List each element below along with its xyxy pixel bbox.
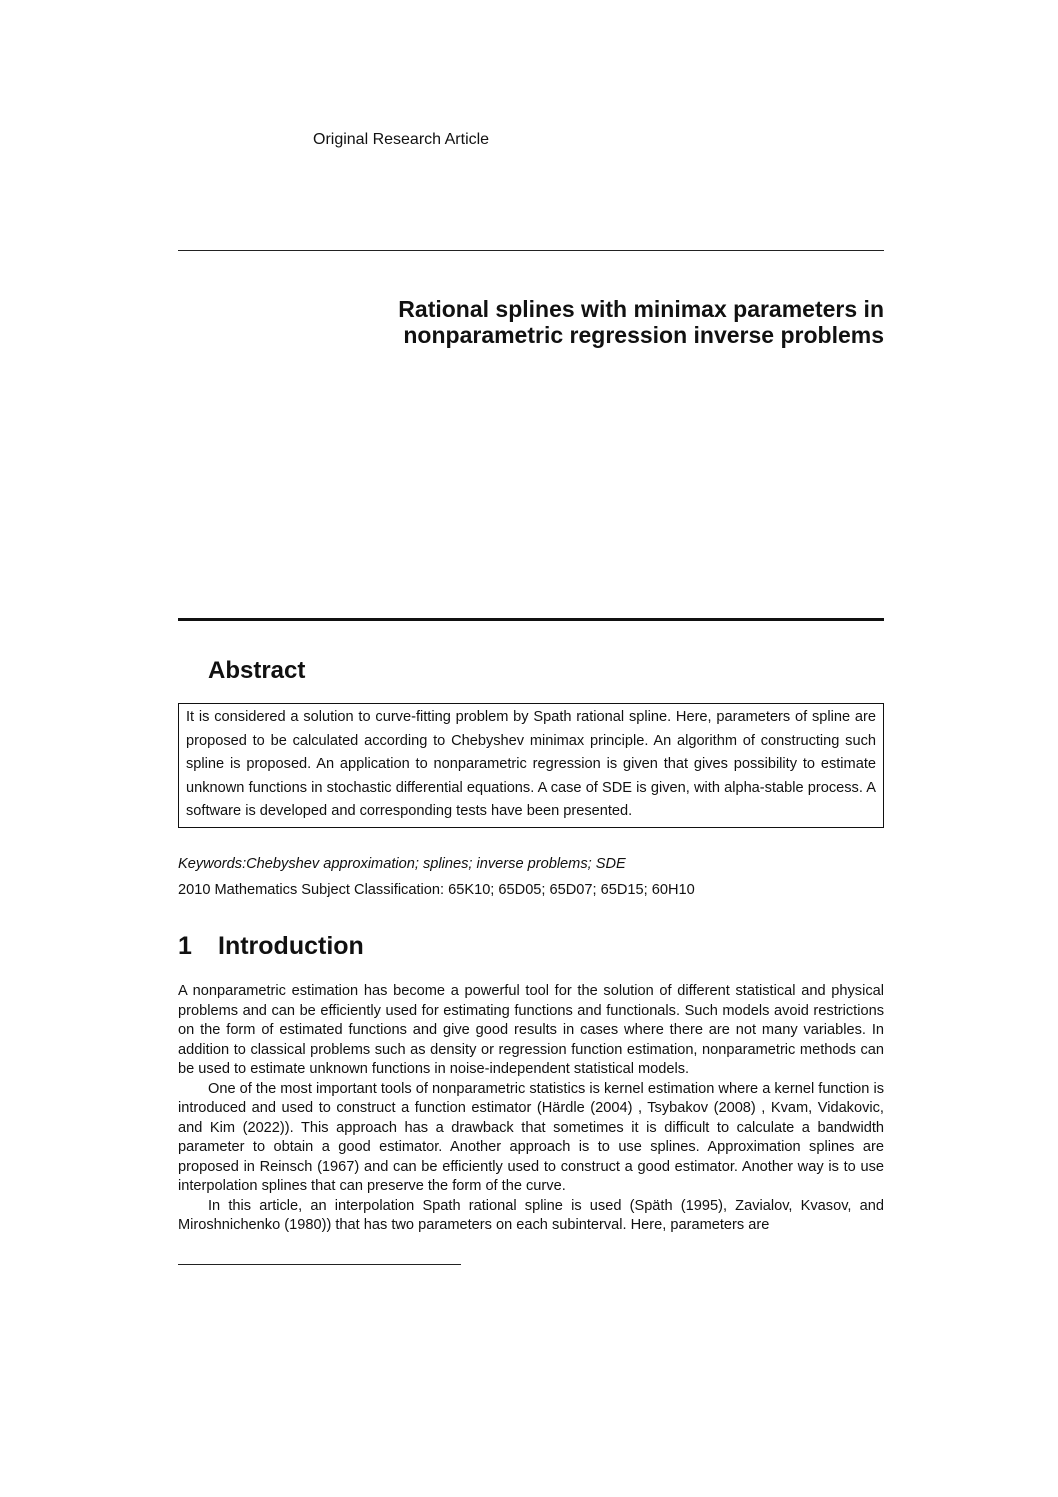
section-heading-introduction [178,930,364,962]
title-bottom-rule [178,618,884,621]
keywords: Keywords:Chebyshev approximation; splines; inverse problems; SDE [178,856,626,872]
introduction-body [178,982,884,1236]
article-type-label: Original Research Article [313,131,490,148]
msc-classification: 2010 Mathematics Subject Classification: 65K10; 65D05; 65D07; 65D15; 60H10 [178,882,695,898]
paper-title [264,296,884,348]
paragraph: One of the most important tools of nonparametric statistics is kernel estimation where a kernel function is introduced and used to construct a function estimator (Härdle (2004) , Tsybakov (2008) , Kvam, Vidakovic, and Kim (2022)). This approach has a drawback that sometimes it is difficult to calculate a bandwidth parameter to obtain a good estimator. Another approach is to use splines. Approximation splines are proposed in Reinsch (1967) and can be efficiently used to construct a good estimator. Another way is to use interpolation splines that can preserve the form of the curve. [178,1080,884,1194]
footnote-rule [178,1264,461,1265]
abstract-text: It is considered a solution to curve-fitting problem by Spath rational spline. Here, parameters of spline are proposed to be calculated according to Chebyshev minimax principle. An algorithm of constructing such spline is proposed. An application to nonparametric regression is given that gives possibility to estimate unknown functions in stochastic differential equations. A case of SDE is given, with alpha-stable process. A software is developed and corresponding tests have been presented. [178,703,884,828]
title-top-rule [178,250,884,251]
section-number: 1 [178,932,192,960]
abstract-heading: Abstract [208,657,306,684]
section-title: Introduction [218,932,364,960]
paper-title-line-2: nonparametric regression inverse problems [403,322,884,348]
paper-title-line-1: Rational splines with minimax parameters in [398,296,884,322]
paragraph: In this article, an interpolation Spath rational spline is used (Späth (1995), Zavialov, Kvasov, and Miroshnichenko (1980)) that has two parameters on each subinterval. Here, parameters are [178,1197,884,1233]
paragraph: A nonparametric estimation has become a powerful tool for the solution of different statistical and physical problems and can be efficiently used for estimating functions and functionals. Such models avoid restrictions on the form of estimated functions and give good results in cases where there are not many variables. In addition to classical problems such as density or regression function estimation, nonparametric methods can be used to estimate unknown functions in noise-independent statistical models. [178,983,884,1077]
